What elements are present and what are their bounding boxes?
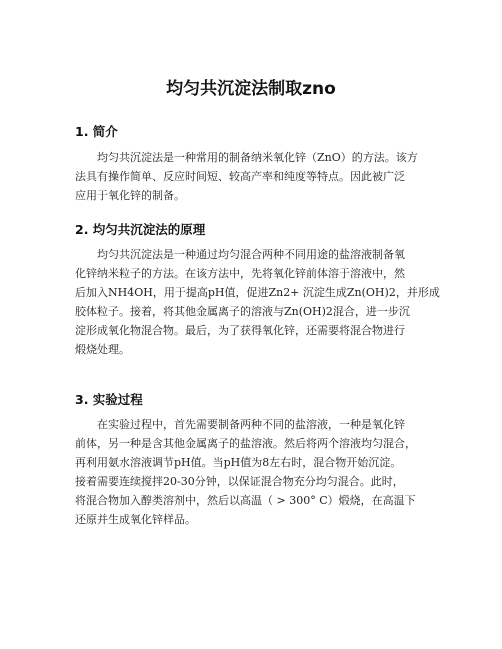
paragraph-line: 均匀共沉淀法是一种常用的制备纳米氧化锌（ZnO）的方法。该方 bbox=[97, 151, 418, 164]
paragraph-line: 法具有操作简单、反应时间短、较高产率和纯度等特点。因此被广泛 bbox=[75, 170, 405, 183]
document-title: 均匀共沉淀法制取zno bbox=[166, 79, 336, 99]
paragraph-line: 化锌纳米粒子的方法。在该方法中，先将氧化锌前体溶于溶液中，然 bbox=[75, 267, 405, 280]
paragraph-line: 后加入NH4OH，用于提高pH值，促进Zn2+ 沉淀生成Zn(OH)2，并形成 bbox=[75, 286, 440, 299]
paragraph-line: 还原并生成氧化锌样品。 bbox=[75, 513, 196, 526]
paragraph-line: 再利用氨水溶液调节pH值。当pH值为8左右时，混合物开始沉淀。 bbox=[75, 456, 402, 469]
paragraph-line: 将混合物加入醇类溶剂中，然后以高温（ > 300° C）煅烧，在高温下 bbox=[75, 494, 416, 507]
paragraph-line: 前体，另一种是含其他金属离子的盐溶液。然后将两个溶液均匀混合， bbox=[75, 437, 416, 450]
paragraph-line: 应用于氧化锌的制备。 bbox=[75, 189, 185, 202]
section-heading-intro: 1. 简介 bbox=[75, 124, 118, 139]
paragraph-line: 在实验过程中，首先需要制备两种不同的盐溶液，一种是氧化锌 bbox=[97, 418, 405, 431]
paragraph-line: 胶体粒子。接着，将其他金属离子的溶液与Zn(OH)2混合，进一步沉 bbox=[75, 305, 410, 318]
paragraph-line: 均匀共沉淀法是一种通过均匀混合两种不同用途的盐溶液制备氧 bbox=[97, 248, 405, 261]
section-heading-principle: 2. 均匀共沉淀法的原理 bbox=[75, 222, 206, 237]
paragraph-line: 淀形成氧化物混合物。最后，为了获得氧化锌，还需要将混合物进行 bbox=[75, 324, 405, 337]
section-heading-procedure: 3. 实验过程 bbox=[75, 392, 143, 407]
paragraph-line: 煅烧处理。 bbox=[75, 343, 130, 356]
paragraph-line: 接着需要连续搅拌20-30分钟，以保证混合物充分均匀混合。此时， bbox=[75, 475, 404, 488]
